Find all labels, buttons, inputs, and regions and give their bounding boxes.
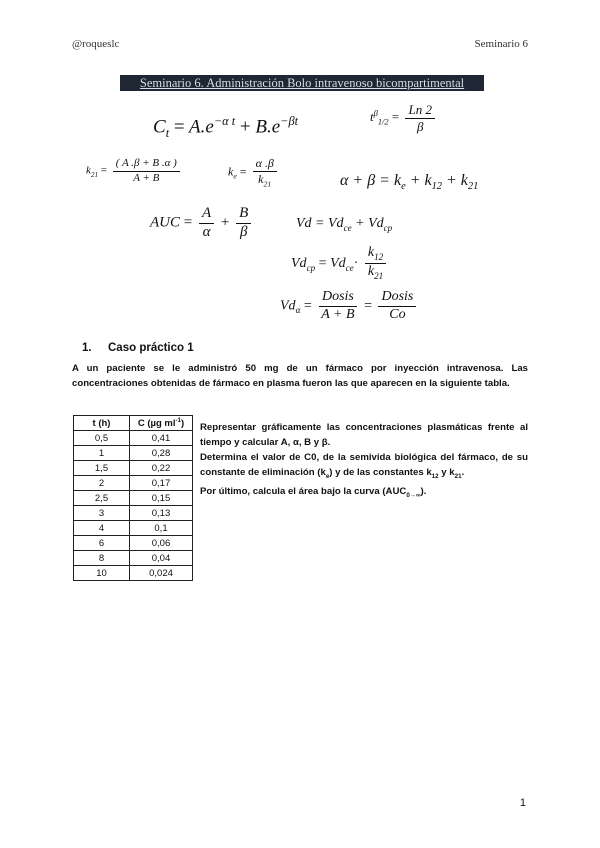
case-intro: A un paciente se le administró 50 mg de un fármaco por inyección intravenosa. Las concentraciones obtenidas de fármaco en plasma fueron las que aparecen en la siguiente tabla.	[72, 363, 528, 389]
cell-time: 1,5	[74, 461, 130, 476]
formula-ke: $k_e$ = $\frac{\alpha .\beta}{k_{21}}$	[228, 157, 280, 188]
table-row	[74, 536, 193, 551]
cell-time: 2	[74, 476, 130, 491]
cell-time: 8	[74, 551, 130, 566]
cell-concentration: 0,15	[130, 491, 193, 506]
cell-concentration: 0,41	[130, 431, 193, 446]
page-title: Seminario 6. Administración Bolo intravenoso bicompartimental	[120, 75, 484, 91]
formula-rate-sum: $\alpha + \beta = k_e + k_{12} + k_{21}$	[340, 172, 479, 193]
header-seminar: Seminario 6	[474, 38, 528, 50]
table-row	[74, 476, 193, 491]
col-header-conc: C (µg $ml^{-1}$)	[130, 416, 193, 431]
formula-vd-alpha: $Vd_\alpha$ = $\frac{\text{Dosis}}{A + B}$ = $\frac{\text{Dosis}}{Co}$	[280, 290, 419, 322]
cell-concentration: 0,17	[130, 476, 193, 491]
cell-time: 1	[74, 446, 130, 461]
header-author: @roqueslc	[72, 38, 120, 50]
table-row	[74, 566, 193, 581]
cell-concentration: 0,28	[130, 446, 193, 461]
page-number: 1	[519, 797, 526, 809]
task-1: Representar gráficamente las concentraciones plasmáticas frente al tiempo y calcular A, α, B y β.	[200, 422, 528, 448]
cell-time: 2,5	[74, 491, 130, 506]
formula-ct: $C_t = A.e^{-\alpha t} + B.e^{-\beta t}$	[153, 114, 299, 141]
task-3: Por último, calcula el área bajo la curva $(AUC_{0\to\infty})$.	[200, 485, 427, 499]
formula-k21: $k_{21}$ = $\frac{( A .\beta + B .\alpha )}{A + B}$	[86, 158, 183, 184]
formula-vd: $Vd = Vd_{ce} + Vd_{cp}$	[296, 216, 393, 233]
table-row	[74, 521, 193, 536]
table-row	[74, 431, 193, 446]
cell-time: 4	[74, 521, 130, 536]
cell-concentration: 0,024	[130, 566, 193, 581]
formula-vd-cp: $Vd_{cp} = Vd_{ce}\cdot$ $\frac{k_{12}}{k_{21}}$	[291, 246, 389, 282]
cell-concentration: 0,04	[130, 551, 193, 566]
concentration-table	[73, 415, 193, 581]
formula-auc: AUC = $\frac{A}{\alpha}$ + $\frac{B}{\beta}$	[150, 206, 254, 241]
col-header-time: t (h)	[74, 416, 130, 431]
table-row	[74, 506, 193, 521]
table-row	[74, 491, 193, 506]
task-instructions	[200, 420, 528, 503]
cell-concentration: 0,06	[130, 536, 193, 551]
cell-concentration: 0,13	[130, 506, 193, 521]
table-row	[74, 446, 193, 461]
formula-half-life: $t^\beta_{1/2}$ = $\frac{Ln 2}{\beta}$	[370, 103, 438, 133]
task-2: Determina el valor de C0, de la semivida biológica del fármaco, de su constante de eliminación $(k_e)$ y de las constantes $k_{12}$ y $k_{21}$.	[200, 452, 528, 480]
cell-concentration: 0,22	[130, 461, 193, 476]
cell-time: 10	[74, 566, 130, 581]
table-header-row	[74, 416, 193, 431]
cell-concentration: 0,1	[130, 521, 193, 536]
section-heading: 1. Caso práctico 1	[82, 342, 194, 354]
table-row	[74, 461, 193, 476]
cell-time: 3	[74, 506, 130, 521]
table-row	[74, 551, 193, 566]
cell-time: 6	[74, 536, 130, 551]
cell-time: 0,5	[74, 431, 130, 446]
